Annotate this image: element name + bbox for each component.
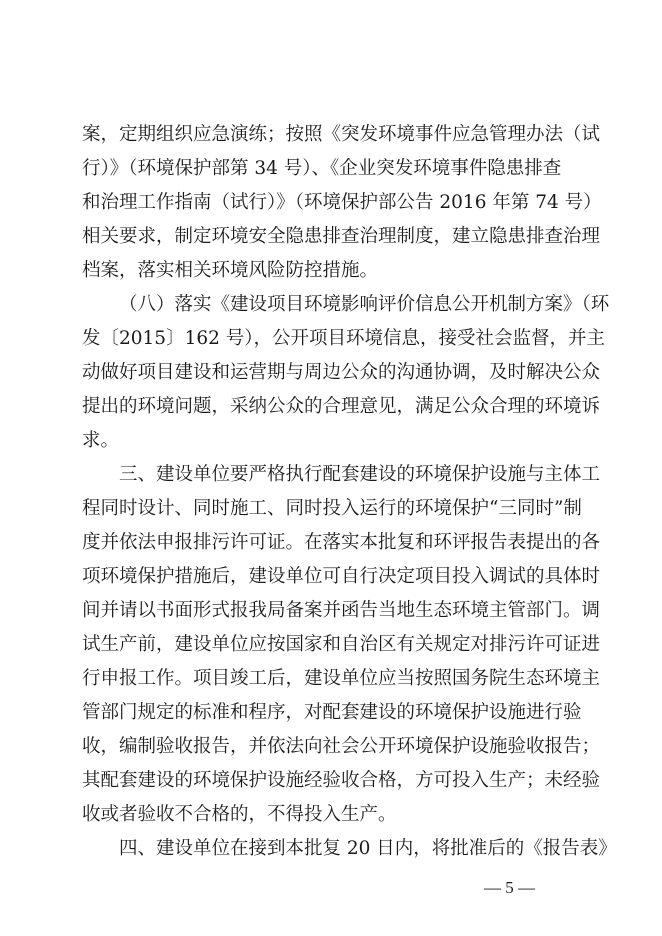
- line-text: 和治理工作指南（试行）》（环境保护部公告 2016 年第 74 号）: [82, 192, 602, 213]
- line-text: 间并请以书面形式报我局备案并函告当地生态环境主管部门。调: [82, 600, 601, 621]
- text-line: [0, 832, 662, 866]
- text-line: [0, 628, 662, 662]
- line-text: 案，定期组织应急演练；按照《突发环境事件应急管理办法（试: [82, 124, 601, 145]
- line-text: 三、建设单位要严格执行配套建设的环境保护设施与主体工: [119, 464, 601, 485]
- text-line: [0, 798, 662, 832]
- text-line: [0, 662, 662, 696]
- text-line: [0, 356, 662, 390]
- text-line: [0, 186, 662, 220]
- line-text: 收或者验收不合格的，不得投入生产。: [82, 804, 397, 825]
- text-line: [0, 220, 662, 254]
- text-line: [0, 424, 662, 458]
- line-text: 提出的环境问题，采纳公众的合理意见，满足公众合理的环境诉: [82, 396, 601, 417]
- line-text: 四、建设单位在接到本批复 20 日内，将批准后的《报告表》: [119, 838, 617, 859]
- line-text: 求。: [82, 430, 120, 451]
- text-line: [0, 492, 662, 526]
- line-text: 行申报工作。项目竣工后，建设单位应当按照国务院生态环境主: [82, 668, 601, 689]
- text-line: [0, 152, 662, 186]
- line-text: 动做好项目建设和运营期与周边公众的沟通协调，及时解决公众: [82, 362, 601, 383]
- line-text: 度并依法申报排污许可证。在落实本批复和环评报告表提出的各: [82, 532, 601, 553]
- page-number-text: — 5 —: [484, 878, 535, 897]
- line-text: 管部门规定的标准和程序，对配套建设的环境保护设施进行验: [82, 702, 582, 723]
- text-line: [0, 254, 662, 288]
- text-line: [0, 696, 662, 730]
- page-number: [0, 876, 662, 900]
- line-text: 发〔2015〕162 号），公开项目环境信息，接受社会监督，并主: [82, 328, 606, 349]
- text-line: [0, 390, 662, 424]
- text-line: [0, 322, 662, 356]
- line-text: 试生产前，建设单位应按国家和自治区有关规定对排污许可证进: [82, 634, 601, 655]
- line-text: 档案，落实相关环境风险防控措施。: [82, 260, 379, 281]
- line-text: 收，编制验收报告，并依法向社会公开环境保护设施验收报告；: [82, 736, 601, 757]
- text-line: [0, 118, 662, 152]
- line-text: 相关要求，制定环境安全隐患排查治理制度，建立隐患排查治理: [82, 226, 601, 247]
- text-line: [0, 288, 662, 322]
- line-text: 程同时设计、同时施工、同时投入运行的环境保护“三同时”制: [82, 498, 582, 519]
- line-text: （八）落实《建设项目环境影响评价信息公开机制方案》（环: [119, 294, 610, 315]
- text-line: [0, 764, 662, 798]
- text-line: [0, 458, 662, 492]
- line-text: 项环境保护措施后，建设单位可自行决定项目投入调试的具体时: [82, 566, 601, 587]
- text-line: [0, 526, 662, 560]
- text-line: [0, 594, 662, 628]
- line-text: 其配套建设的环境保护设施经验收合格，方可投入生产；未经验: [82, 770, 601, 791]
- text-line: [0, 730, 662, 764]
- text-line: [0, 560, 662, 594]
- line-text: 行）》（环境保护部第 34 号）、《企业突发环境事件隐患排查: [82, 158, 562, 179]
